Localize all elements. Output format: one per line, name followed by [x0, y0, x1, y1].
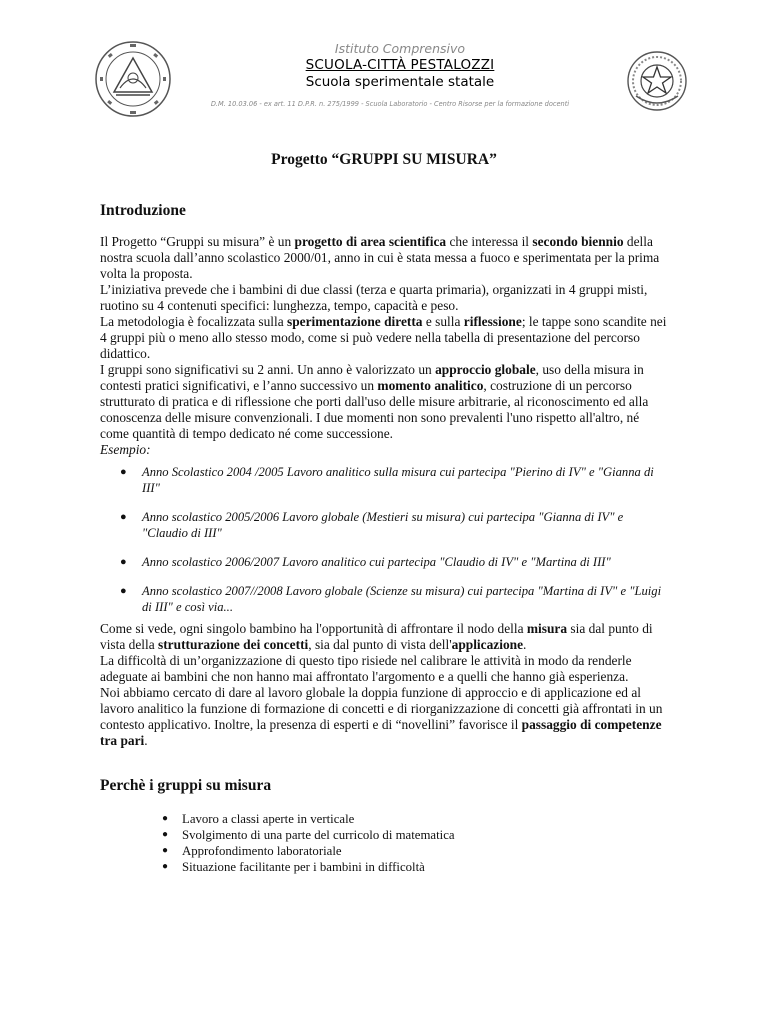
bold-text: strutturazione dei concetti — [158, 637, 309, 652]
bullet-icon: ● — [162, 861, 169, 872]
list-item — [100, 811, 670, 827]
text-run: , sia dal punto di vista dell' — [308, 637, 452, 652]
text-run: che interessa il — [446, 234, 533, 249]
text-run: Noi abbiamo cercato di dare al lavoro globale la doppia funzione di approccio e di applicazione ed al lavoro analitico la funzione di formazione di concetti e di riorganizzazione di concetti già affrontati in un contesto applicativo. Inoltre, la presenza di esperti e di “novellini” favorisce il — [100, 685, 663, 732]
bullet-icon: ● — [162, 813, 169, 824]
section-heading-introduzione: Introduzione — [100, 202, 186, 219]
example-text: Anno Scolastico 2004 /2005 Lavoro analitico sulla misura cui partecipa "Pierino di IV" e "Gianna di III" — [142, 465, 654, 495]
reason-text: Lavoro a classi aperte in verticale — [182, 812, 355, 826]
letterhead-text — [190, 40, 610, 91]
document-title: Progetto “GRUPPI SU MISURA” — [271, 151, 497, 168]
reasons-list — [100, 811, 670, 875]
list-item — [100, 509, 670, 541]
text-run: Il Progetto “Gruppi su misura” è un — [100, 234, 295, 249]
text-run: I gruppi sono significativi su 2 anni. Un anno è valorizzato un — [100, 362, 436, 377]
bullet-icon: ● — [162, 829, 169, 840]
decree-line: D.M. 10.03.06 - ex art. 11 D.P.R. n. 275/1999 - Scuola Laboratorio - Centro Risorse per la formazione docenti — [210, 100, 570, 108]
text-run: ; le tappe sono scandite nei 4 gruppi più o meno allo stesso modo, come si può vedere nella tabella di presentazione del percorso didattico. — [100, 314, 667, 361]
reason-text: Svolgimento di una parte del curricolo di matematica — [182, 828, 455, 842]
bold-text: applicazione — [451, 637, 524, 652]
bold-text: misura — [526, 621, 568, 636]
text-run: della nostra scuola dall’anno scolastico 2000/01, anno in cui è stata messa a fuoco e sperimentata per la prima volta la proposta. — [100, 234, 660, 281]
paragraph — [100, 621, 670, 653]
text-run: , uso della misura in contesti pratici significativi, e l’anno successivo un — [100, 362, 644, 393]
document-body — [100, 200, 670, 875]
text-run: , costruzione di un percorso strutturato di pratica e di riflessione che porti dall'uso delle misure arbitrarie, al riconoscimento ed alla conoscenza delle misure convenzionali. I due momenti non sono prevalenti l'uno rispetto all'altro, né come quantità di tempo dedicato né come successione. — [100, 378, 649, 441]
example-text: Anno scolastico 2007//2008 Lavoro globale (Scienze su misura) cui partecipa "Martina di IV" e "Luigi di III" e così via... — [142, 584, 662, 614]
list-item — [100, 843, 670, 859]
text-run: . — [523, 637, 527, 652]
bold-text: passaggio di competenze tra pari — [100, 717, 662, 748]
bold-text: riflessione — [463, 314, 522, 329]
text-run: e sulla — [422, 314, 464, 329]
example-text: Anno scolastico 2006/2007 Lavoro analitico cui partecipa "Claudio di IV" e "Martina di III" — [142, 555, 611, 569]
list-item — [100, 583, 670, 615]
reason-text: Approfondimento laboratoriale — [182, 844, 342, 858]
example-label: Esempio: — [100, 442, 151, 457]
school-type: Scuola sperimentale statale — [305, 74, 495, 90]
bold-text: momento analitico — [377, 378, 484, 393]
text-run: La metodologia è focalizzata sulla — [100, 314, 288, 329]
list-item — [100, 827, 670, 843]
paragraph — [100, 282, 670, 314]
bold-text: sperimentazione diretta — [287, 314, 423, 329]
list-item — [100, 554, 670, 570]
text-run: Come si vede, ogni singolo bambino ha l'opportunità di affrontare il nodo della — [100, 621, 527, 636]
example-text: Anno scolastico 2005/2006 Lavoro globale (Mestieri su misura) cui partecipa "Gianna di IV" e "Claudio di III" — [142, 510, 624, 540]
bold-text: approccio globale — [435, 362, 536, 377]
bold-text: secondo biennio — [532, 234, 624, 249]
republic-emblem-icon — [626, 50, 688, 112]
paragraph — [100, 685, 670, 749]
bullet-icon: ● — [120, 466, 127, 478]
bold-text: progetto di area scientifica — [294, 234, 447, 249]
school-name: SCUOLA-CITTÀ PESTALOZZI — [305, 57, 495, 73]
bullet-icon: ● — [120, 511, 127, 523]
section-heading-perche: Perchè i gruppi su misura — [100, 777, 272, 794]
text-run: . — [144, 733, 148, 748]
paragraph — [100, 653, 670, 685]
examples-list — [100, 464, 670, 615]
bullet-icon: ● — [120, 556, 127, 568]
bullet-icon: ● — [120, 585, 127, 597]
reason-text: Situazione facilitante per i bambini in difficoltà — [182, 860, 425, 874]
text-run: La difficoltà di un’organizzazione di questo tipo risiede nel calibrare le attività in modo da renderle adeguate ai bambini che non hanno mai affrontato l'argomento e a quelli che hanno già esperienza. — [100, 653, 632, 684]
paragraph — [100, 314, 670, 362]
paragraph — [100, 362, 670, 442]
list-item — [100, 464, 670, 496]
institute-label: Istituto Comprensivo — [334, 41, 466, 56]
letterhead — [0, 0, 768, 120]
paragraph — [100, 234, 670, 282]
text-run: L’iniziativa prevede che i bambini di due classi (terza e quarta primaria), organizzati in 4 gruppi misti, ruotino su 4 contenuti specifici: lunghezza, tempo, capacità e peso. — [100, 282, 648, 313]
text-run: sia dal punto di vista della — [100, 621, 653, 652]
bullet-icon: ● — [162, 845, 169, 856]
list-item — [100, 859, 670, 875]
